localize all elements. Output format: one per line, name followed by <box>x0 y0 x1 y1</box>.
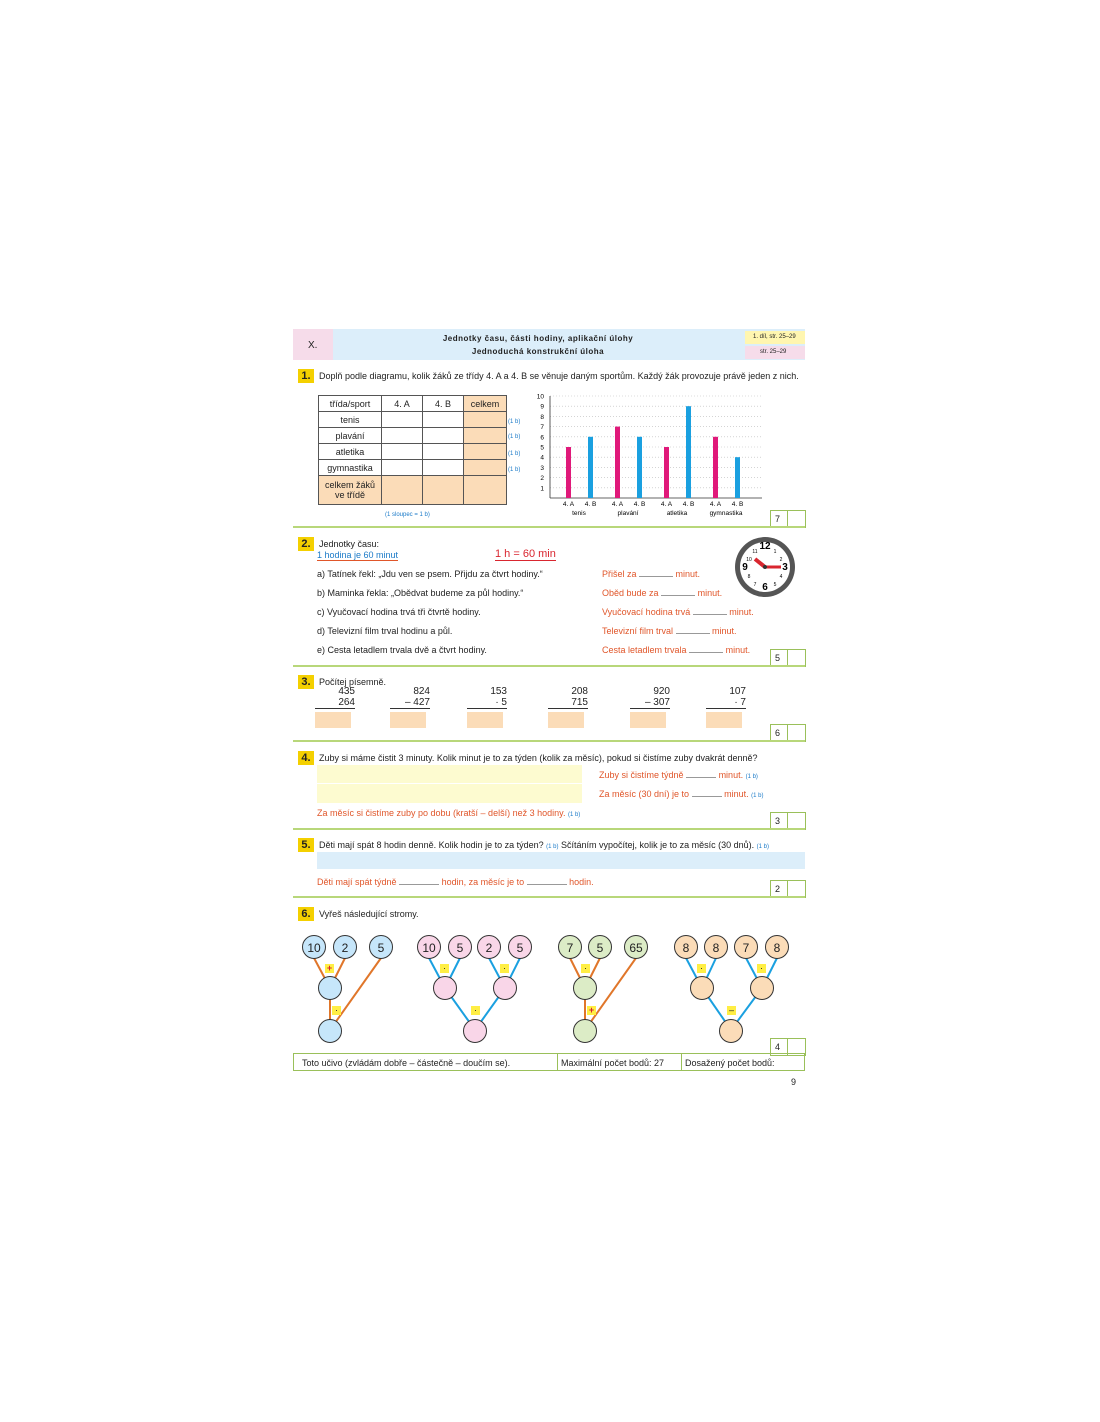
x-group-label: 4. A <box>562 501 575 508</box>
tree-answer-node[interactable] <box>318 976 342 1000</box>
tree-node: 5 <box>508 935 532 959</box>
tree-answer-node[interactable] <box>318 1019 342 1043</box>
task4-answer-3: Za měsíc si čistíme zuby po dobu (kratší – delší) než 3 hodiny. (1 b) <box>317 808 581 818</box>
svg-text:2: 2 <box>779 557 783 563</box>
operand-b: 264 <box>315 697 355 709</box>
task2-question-c: c) Vyučovací hodina trvá tři čtvrtě hodiny. <box>317 607 481 617</box>
y-tick-label: 7 <box>540 424 544 432</box>
tree-answer-node[interactable] <box>690 976 714 1000</box>
task2-big-rule: 1 h = 60 min <box>495 548 556 560</box>
points-label: (1 b) <box>508 451 521 457</box>
task6-title-text: Vyřeš následující stromy. <box>319 909 419 919</box>
svg-text:1: 1 <box>773 549 777 555</box>
task2-question-e: e) Cesta letadlem trvala dvě a čtvrt hodiny. <box>317 645 487 655</box>
task3-title-text: Počítej písemně. <box>319 677 387 687</box>
tree-answer-node[interactable] <box>573 1019 597 1043</box>
points-label: (1 b) <box>508 419 521 425</box>
y-tick-label: 8 <box>540 413 544 421</box>
y-tick-label: 2 <box>540 475 544 483</box>
score-box-4[interactable]: 3 <box>770 812 806 830</box>
task4-answer-1: Zuby si čistíme týdně minut. (1 b) <box>599 770 758 780</box>
table-row-label: tenis <box>319 412 382 428</box>
operator: · <box>581 964 590 973</box>
chapter-number: X. <box>308 340 318 351</box>
x-category-label: atletika <box>666 510 688 517</box>
task3-number: 3. <box>298 675 314 689</box>
table-head-2: 4. B <box>423 396 464 412</box>
x-group-label: 4. B <box>584 501 597 508</box>
tree-node: 10 <box>417 935 441 959</box>
svg-text:5: 5 <box>773 582 777 588</box>
svg-text:10: 10 <box>746 557 752 563</box>
tree-node: 2 <box>333 935 357 959</box>
task4-answer-2: Za měsíc (30 dní) je to minut. (1 b) <box>599 789 764 799</box>
table-row-label: plavání <box>319 428 382 444</box>
score-box-2[interactable]: 5 <box>770 649 806 667</box>
clock-12: 12 <box>759 541 771 552</box>
operator: · <box>757 964 766 973</box>
svg-text:11: 11 <box>752 549 758 555</box>
table-head-3: celkem <box>464 396 507 412</box>
clock-9: 9 <box>742 562 748 573</box>
operand-a: 920 <box>653 686 670 697</box>
header-title-2: Jednoduchá konstrukční úloha <box>471 347 605 356</box>
task5-prompt: 5. Děti mají spát 8 hodin denně. Kolik hodin je to za týden? (1 b) Sčítáním vypočítej, kolik je to za měsíc (30 dnů). (1 b) <box>298 838 769 852</box>
task6-number: 6. <box>298 907 314 921</box>
x-group-label: 4. A <box>611 501 624 508</box>
x-category-label: gymnastika <box>709 510 743 517</box>
task2-question-d: d) Televizní film trval hodinu a půl. <box>317 626 453 636</box>
header-ref-1: 1. díl, str. 25–29 <box>745 331 805 344</box>
operand-a: 153 <box>490 686 507 697</box>
y-tick-label: 5 <box>540 444 544 452</box>
table-head-0: třída/sport <box>319 396 382 412</box>
operand-a: 208 <box>571 686 588 697</box>
x-category-label: plavání <box>617 510 639 517</box>
tree-answer-node[interactable] <box>493 976 517 1000</box>
task1-number: 1. <box>298 369 314 383</box>
tree-node: 65 <box>624 935 648 959</box>
operand-a: 824 <box>413 686 430 697</box>
tree-node: 8 <box>674 935 698 959</box>
tree-answer-node[interactable] <box>573 976 597 1000</box>
tree-node: 2 <box>477 935 501 959</box>
y-tick-label: 6 <box>540 434 544 442</box>
operand-b: – 307 <box>630 697 670 709</box>
y-tick-label: 9 <box>540 403 544 411</box>
tree-node: 7 <box>734 935 758 959</box>
x-group-label: 4. B <box>731 501 744 508</box>
y-tick-label: 3 <box>540 464 544 472</box>
operator: · <box>500 964 509 973</box>
task2-answer-b: Oběd bude za minut. <box>602 588 723 598</box>
points-label: (1 b) <box>508 434 521 440</box>
y-tick-label: 4 <box>540 454 544 462</box>
tree-node: 5 <box>369 935 393 959</box>
x-category-label: tenis <box>572 510 586 517</box>
column-note: (1 sloupec = 1 b) <box>385 512 430 518</box>
operator: + <box>588 1005 595 1015</box>
tree-answer-node[interactable] <box>719 1019 743 1043</box>
footer-bar <box>293 1053 805 1071</box>
task2-question-b: b) Maminka řekla: „Obědvat budeme za půl hodiny.“ <box>317 588 524 598</box>
task2-number: 2. <box>298 537 314 551</box>
operand-a: 107 <box>729 686 746 697</box>
footer-self-eval: Toto učivo (zvládám dobře – částečně – doučím se). <box>302 1058 511 1068</box>
tree-node: 7 <box>558 935 582 959</box>
task4-text: Zuby si máme čistit 3 minuty. Kolik minut je to za týden (kolik za měsíc), pokud si čistíme zuby dvakrát denně? <box>319 753 758 763</box>
header-title-1: Jednotky času, části hodiny, aplikační úlohy <box>442 334 634 343</box>
task2-answer-c: Vyučovací hodina trvá minut. <box>602 607 754 617</box>
tree-answer-node[interactable] <box>750 976 774 1000</box>
task1-text: Doplň podle diagramu, kolik žáků ze třídy 4. A a 4. B se věnuje daným sportům. Každý žák provozuje právě jeden z nich. <box>319 371 799 381</box>
operator: · <box>332 1006 341 1015</box>
clock-3: 3 <box>782 562 788 573</box>
tree-node: 8 <box>765 935 789 959</box>
svg-text:8: 8 <box>747 574 751 580</box>
operator: · <box>697 964 706 973</box>
tree-node: 5 <box>588 935 612 959</box>
task5-number: 5. <box>298 838 314 852</box>
header-ref-2: str. 25–29 <box>745 346 805 359</box>
operand-b: · 5 <box>467 697 507 709</box>
score-box-6[interactable]: 4 <box>770 1038 806 1056</box>
score-box-3[interactable]: 6 <box>770 724 806 742</box>
task2-title-text: Jednotky času: <box>319 539 380 549</box>
operator: · <box>440 964 449 973</box>
svg-text:4: 4 <box>779 574 783 580</box>
page-number: 9 <box>791 1077 797 1087</box>
table-total-label: celkem žáků ve třídě <box>319 476 382 505</box>
x-group-label: 4. B <box>633 501 646 508</box>
tree-node: 10 <box>302 935 326 959</box>
operator: · <box>471 1006 480 1015</box>
x-group-label: 4. B <box>682 501 695 508</box>
table-head-1: 4. A <box>382 396 423 412</box>
clock-6: 6 <box>762 582 768 593</box>
operand-b: – 427 <box>390 697 430 709</box>
operand-b: · 7 <box>706 697 746 709</box>
tree-node: 5 <box>448 935 472 959</box>
table-row-label: atletika <box>319 444 382 460</box>
tree-node: 8 <box>704 935 728 959</box>
tree-answer-node[interactable] <box>433 976 457 1000</box>
table-row-label: gymnastika <box>319 460 382 476</box>
task2-rule: 1 hodina je 60 minut <box>317 550 399 560</box>
x-group-label: 4. A <box>709 501 722 508</box>
task2-answer-e: Cesta letadlem trvala minut. <box>602 645 751 655</box>
task4-number: 4. <box>298 751 314 765</box>
svg-text:7: 7 <box>753 582 757 588</box>
footer-achieved-points[interactable]: Dosažený počet bodů: <box>685 1058 775 1068</box>
task2-question-a: a) Tatínek řekl: „Jdu ven se psem. Přijdu za čtvrt hodiny.“ <box>317 569 543 579</box>
x-group-label: 4. A <box>660 501 673 508</box>
y-tick-label: 1 <box>540 485 544 493</box>
task2-answer-a: Přišel za minut. <box>602 569 701 579</box>
operator: – <box>728 1005 734 1015</box>
points-label: (1 b) <box>508 467 521 473</box>
score-box-5[interactable]: 2 <box>770 880 806 898</box>
task5-answer: Děti mají spát týdně hodin, za měsíc je to hodin. <box>317 877 594 887</box>
operator: + <box>326 963 333 973</box>
operand-b: 715 <box>548 697 588 709</box>
operand-a: 435 <box>338 686 355 697</box>
tree-answer-node[interactable] <box>463 1019 487 1043</box>
y-tick-label: 10 <box>536 393 544 401</box>
footer-max-points: Maximální počet bodů: 27 <box>561 1058 665 1068</box>
task2-answer-d: Televizní film trval minut. <box>602 626 737 636</box>
score-box-1[interactable]: 7 <box>770 510 806 528</box>
